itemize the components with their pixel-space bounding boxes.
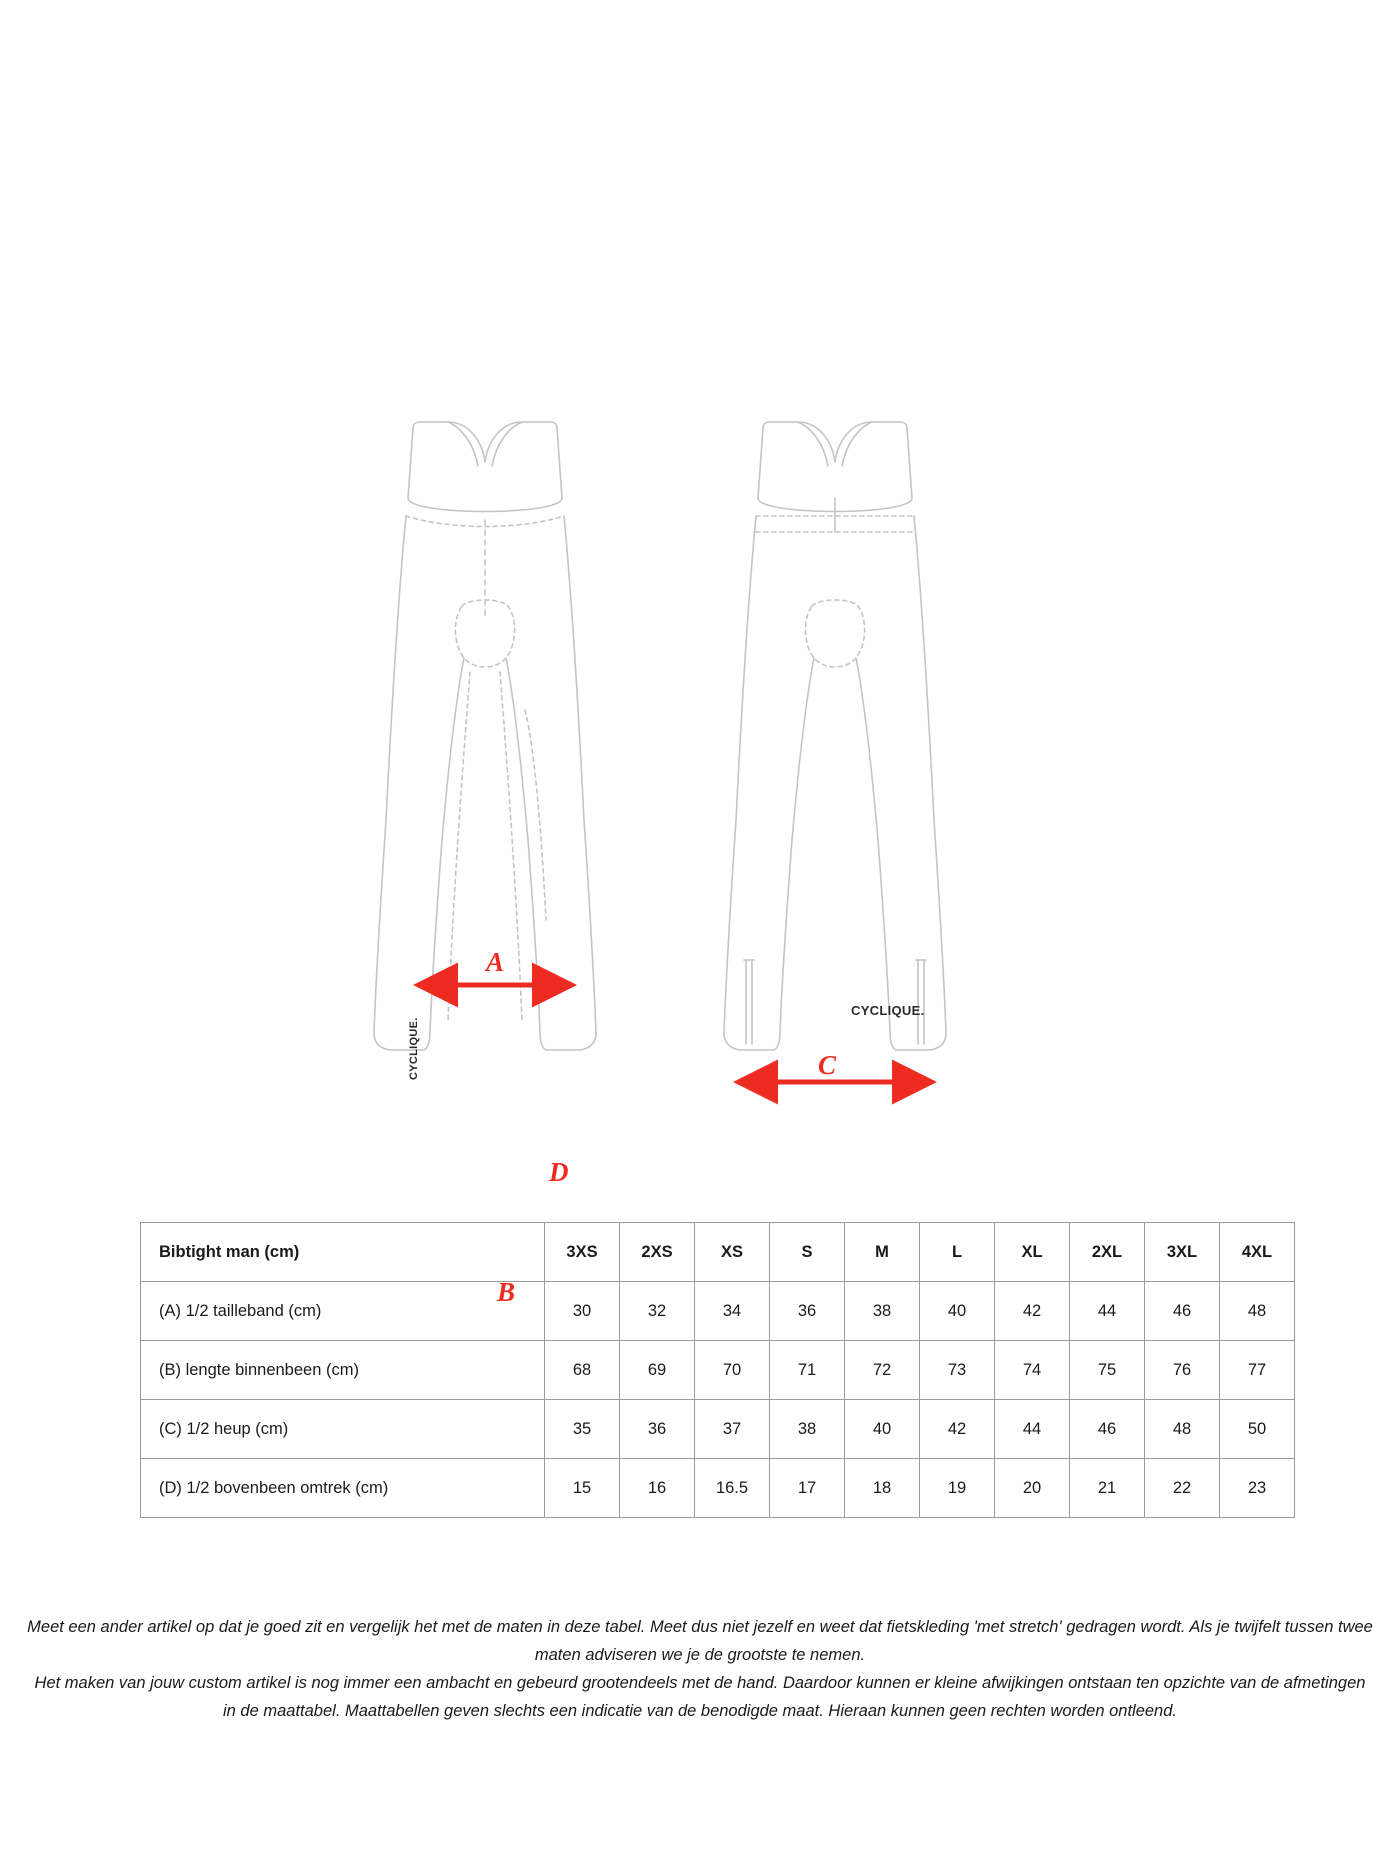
cell-d-2xl: 21 (1070, 1459, 1145, 1518)
cell-c-xl: 44 (995, 1400, 1070, 1459)
cell-a-4xl: 48 (1220, 1282, 1295, 1341)
cell-b-2xs: 69 (620, 1341, 695, 1400)
cell-d-3xs: 15 (545, 1459, 620, 1518)
cell-d-m: 18 (845, 1459, 920, 1518)
cell-a-xl: 42 (995, 1282, 1070, 1341)
cell-b-xs: 70 (695, 1341, 770, 1400)
cell-d-s: 17 (770, 1459, 845, 1518)
size-header-s: S (770, 1223, 845, 1282)
footnote-line-2: maten adviseren we je de grootste te nemen. (534, 1646, 866, 1664)
cell-a-l: 40 (920, 1282, 995, 1341)
measure-row-label-d: (D) 1/2 bovenbeen omtrek (cm) (141, 1459, 545, 1518)
cell-a-3xl: 46 (1145, 1282, 1220, 1341)
measure-row-label-b: (B) lengte binnenbeen (cm) (141, 1341, 545, 1400)
cell-b-xl: 74 (995, 1341, 1070, 1400)
brand-logo-chest: CYCLIQUE. (851, 1003, 925, 1018)
cell-b-l: 73 (920, 1341, 995, 1400)
measure-label-c: C (818, 1050, 837, 1080)
cell-c-3xs: 35 (545, 1400, 620, 1459)
size-header-4xl: 4XL (1220, 1223, 1295, 1282)
measure-label-d: D (549, 1157, 569, 1187)
cell-c-2xl: 46 (1070, 1400, 1145, 1459)
table-row (141, 1282, 1295, 1341)
cell-b-m: 72 (845, 1341, 920, 1400)
table-row (141, 1341, 1295, 1400)
table-row (141, 1459, 1295, 1518)
cell-b-4xl: 77 (1220, 1341, 1295, 1400)
measure-row-label-a: (A) 1/2 tailleband (cm) (141, 1282, 545, 1341)
cell-d-xl: 20 (995, 1459, 1070, 1518)
cell-c-4xl: 50 (1220, 1400, 1295, 1459)
brand-logo-side: CYCLIQUE. (408, 1017, 420, 1080)
cell-b-3xl: 76 (1145, 1341, 1220, 1400)
cell-c-3xl: 48 (1145, 1400, 1220, 1459)
measure-label-b: B (497, 1277, 516, 1307)
footnote-line-3: Het maken van jouw custom artikel is nog immer een ambacht en gebeurd grootendeels met de hand. Daardoor kunnen er kleine afwijkingen ontstaan ten opzichte van de afmetingen (34, 1674, 1366, 1692)
size-header-m: M (845, 1223, 920, 1282)
cell-a-s: 36 (770, 1282, 845, 1341)
size-header-xl: XL (995, 1223, 1070, 1282)
table-title-cell: Bibtight man (cm) (141, 1223, 545, 1282)
cell-c-m: 40 (845, 1400, 920, 1459)
size-header-3xl: 3XL (1145, 1223, 1220, 1282)
cell-d-2xs: 16 (620, 1459, 695, 1518)
footnote-line-4: in de maattabel. Maattabellen geven slechts een indicatie van de benodigde maat. Hieraan kunnen geen rechten worden ontleend. (223, 1702, 1177, 1720)
measure-label-a: A (486, 947, 505, 977)
table-header-row (141, 1223, 1295, 1282)
size-header-l: L (920, 1223, 995, 1282)
cell-a-3xs: 30 (545, 1282, 620, 1341)
cell-c-s: 38 (770, 1400, 845, 1459)
cell-b-3xs: 68 (545, 1341, 620, 1400)
footnote-line-1: Meet een ander artikel op dat je goed zit en vergelijk het met de maten in deze tabel. Meet dus niet jezelf en weet dat fietskleding 'met stretch' gedragen wordt. Als je twijfelt tussen twee (27, 1618, 1373, 1636)
table-row (141, 1400, 1295, 1459)
cell-a-m: 38 (845, 1282, 920, 1341)
cell-a-xs: 34 (695, 1282, 770, 1341)
cell-c-xs: 37 (695, 1400, 770, 1459)
cell-d-l: 19 (920, 1459, 995, 1518)
cell-d-4xl: 23 (1220, 1459, 1295, 1518)
cell-b-s: 71 (770, 1341, 845, 1400)
footnote (20, 1614, 1380, 1724)
size-header-xs: XS (695, 1223, 770, 1282)
cell-c-l: 42 (920, 1400, 995, 1459)
size-table (140, 1222, 1295, 1518)
cell-a-2xl: 44 (1070, 1282, 1145, 1341)
cell-b-2xl: 75 (1070, 1341, 1145, 1400)
cell-d-xs: 16.5 (695, 1459, 770, 1518)
cell-a-2xs: 32 (620, 1282, 695, 1341)
measure-row-label-c: (C) 1/2 heup (cm) (141, 1400, 545, 1459)
size-header-3xs: 3XS (545, 1223, 620, 1282)
size-header-2xs: 2XS (620, 1223, 695, 1282)
size-header-2xl: 2XL (1070, 1223, 1145, 1282)
size-table-container (140, 1222, 1273, 1518)
cell-c-2xs: 36 (620, 1400, 695, 1459)
measurement-arrows (0, 420, 1400, 1120)
cell-d-3xl: 22 (1145, 1459, 1220, 1518)
